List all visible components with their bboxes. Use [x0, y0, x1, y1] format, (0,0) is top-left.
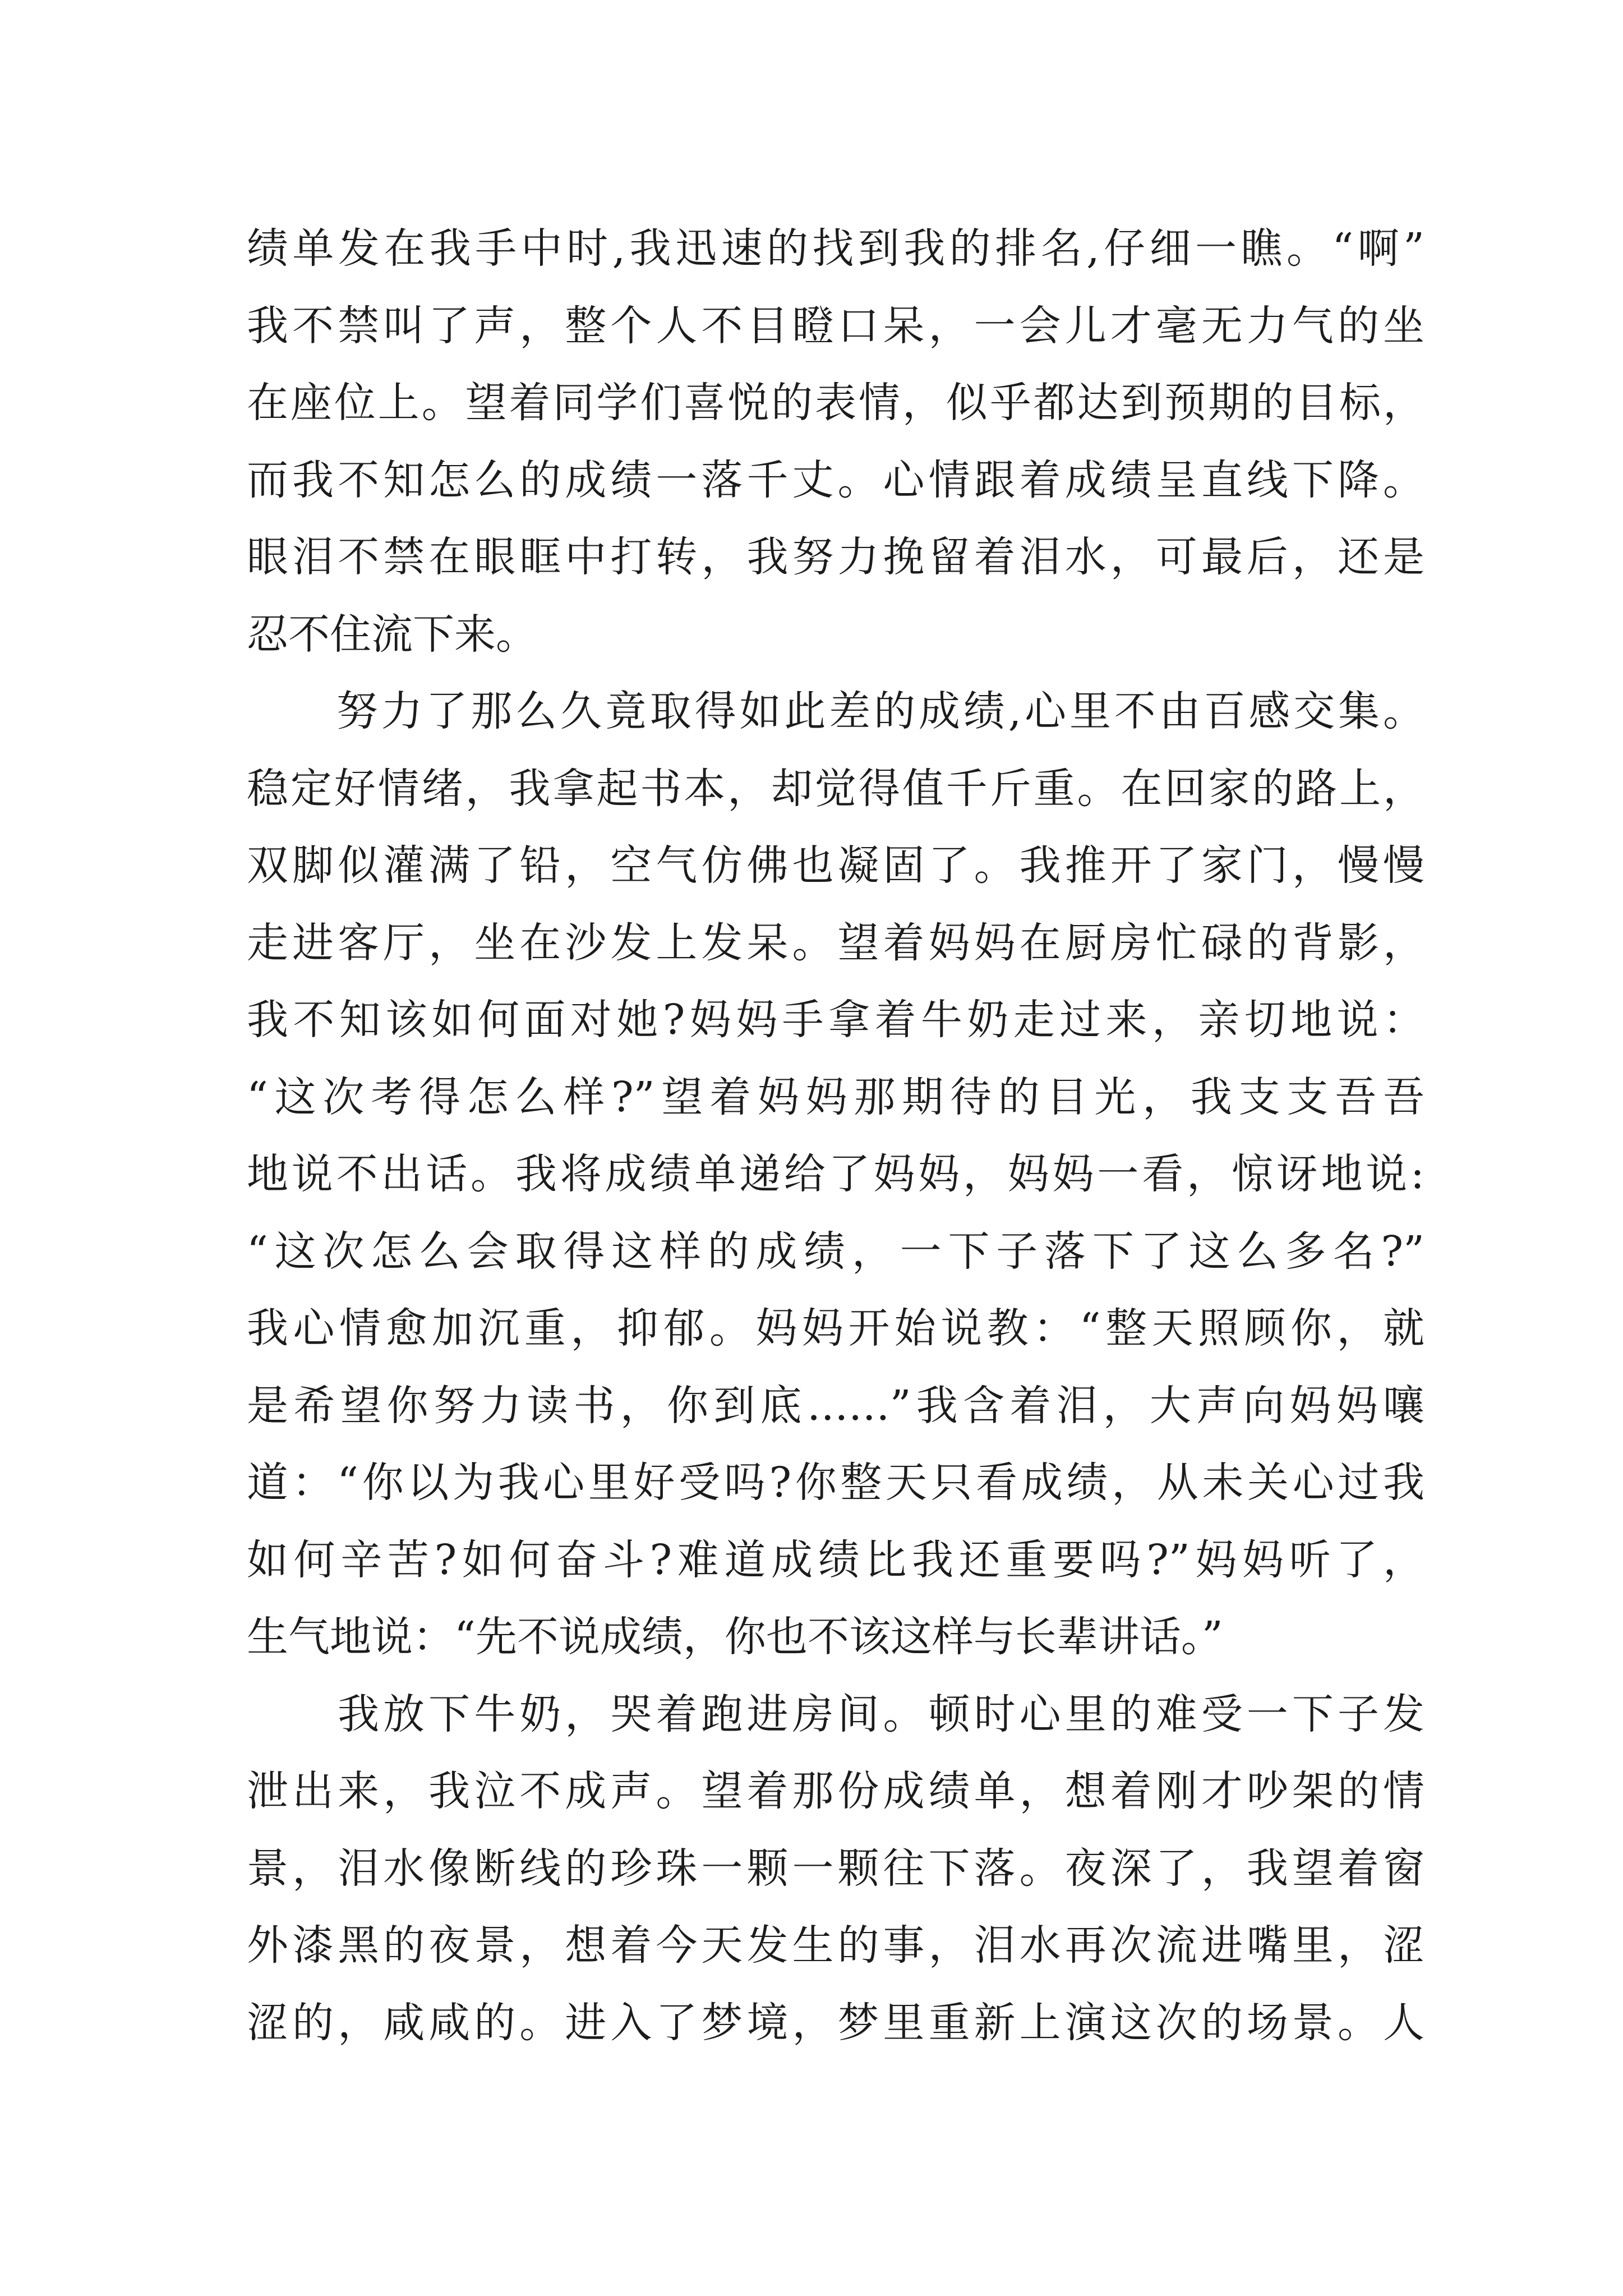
text-line-11: 我不知该如何面对她?妈妈手拿着牛奶走过来，亲切地说： [247, 996, 1424, 1044]
text-line-13: 地说不出话。我将成绩单递给了妈妈，妈妈一看，惊讶地说: [247, 1150, 1424, 1198]
text-line-2: 我不禁叫了声，整个人不目瞪口呆，一会儿才毫无力气的坐 [247, 301, 1424, 350]
text-line-23: 外漆黑的夜景，想着今天发生的事，泪水再次流进嘴里，涩 [247, 1921, 1424, 1970]
text-line-6: 忍不住流下来。 [247, 610, 537, 659]
text-line-15: 我心情愈加沉重，抑郁。妈妈开始说教：“整天照顾你，就 [247, 1304, 1424, 1352]
text-line-14: “这次怎么会取得这样的成绩，一下子落下了这么多名?” [247, 1227, 1424, 1276]
text-line-1: 绩单发在我手中时,我迅速的找到我的排名,仔细一瞧。“啊” [247, 224, 1424, 273]
text-line-10: 走进客厅，坐在沙发上发呆。望着妈妈在厨房忙碌的背影， [247, 918, 1424, 967]
text-line-16: 是希望你努力读书，你到底……”我含着泪，大声向妈妈嚷 [247, 1381, 1424, 1430]
text-line-9: 双脚似灌满了铅，空气仿佛也凝固了。我推开了家门，慢慢 [247, 841, 1424, 890]
text-line-3: 在座位上。望着同学们喜悦的表情，似乎都达到预期的目标， [247, 379, 1424, 427]
text-line-5: 眼泪不禁在眼眶中打转，我努力挽留着泪水，可最后，还是 [247, 533, 1424, 581]
text-line-8: 稳定好情绪，我拿起书本，却觉得值千斤重。在回家的路上， [247, 764, 1424, 813]
text-line-4: 而我不知怎么的成绩一落千丈。心情跟着成绩呈直线下降。 [247, 455, 1424, 504]
text-line-21: 泄出来，我泣不成声。望着那份成绩单，想着刚才吵架的情 [247, 1767, 1424, 1815]
text-line-7: 努力了那么久竟取得如此差的成绩,心里不由百感交集。 [247, 687, 1424, 735]
text-line-17: 道：“你以为我心里好受吗?你整天只看成绩，从未关心过我 [247, 1458, 1424, 1507]
text-line-24: 涩的，咸咸的。进入了梦境，梦里重新上演这次的场景。人 [247, 1998, 1424, 2047]
text-line-20: 我放下牛奶，哭着跑进房间。顿时心里的难受一下子发 [247, 1690, 1424, 1738]
text-line-19: 生气地说：“先不说成绩，你也不该这样与长辈讲话。” [247, 1613, 1223, 1661]
text-line-22: 景，泪水像断线的珍珠一颗一颗往下落。夜深了，我望着窗 [247, 1844, 1424, 1893]
text-line-12: “这次考得怎么样?”望着妈妈那期待的目光，我支支吾吾 [247, 1073, 1424, 1121]
body-text [247, 210, 1424, 2062]
text-line-18: 如何辛苦?如何奋斗?难道成绩比我还重要吗?”妈妈听了， [247, 1535, 1424, 1584]
